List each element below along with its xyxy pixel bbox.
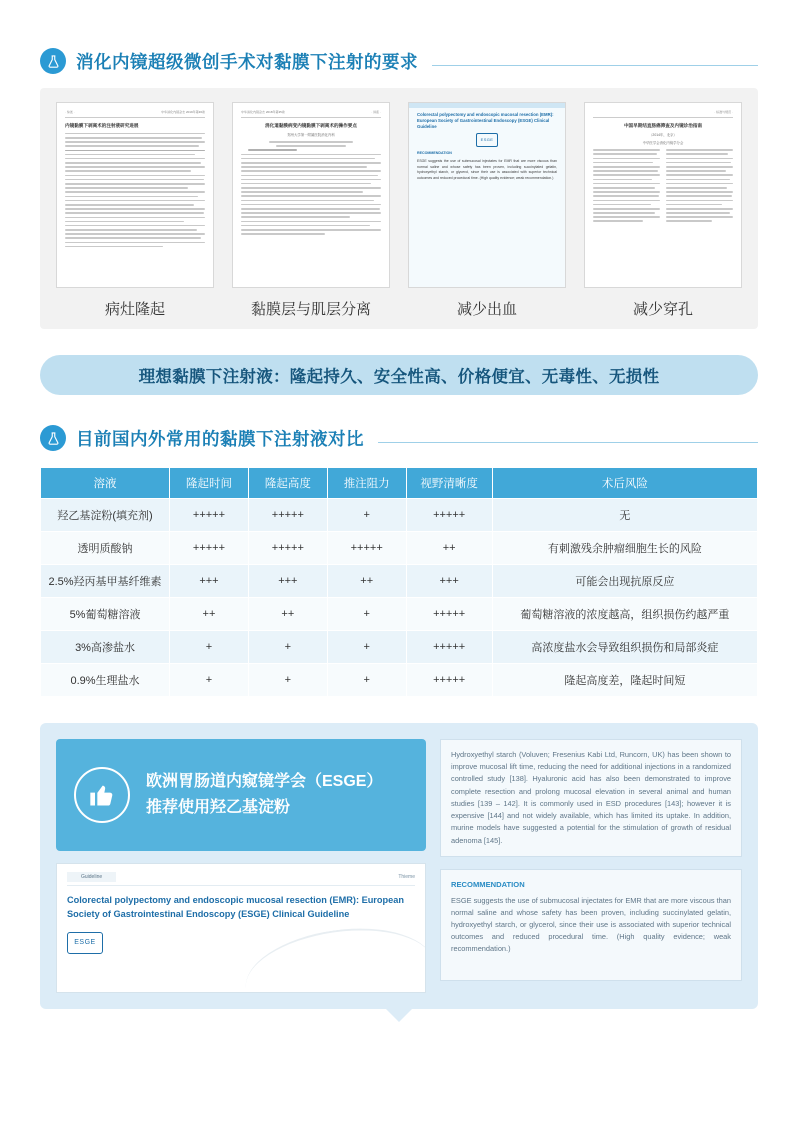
table-header-cell: 隆起高度 [248,468,327,499]
thumb-header [241,110,381,118]
document-card-strip [40,88,758,329]
paper-topline [67,872,415,886]
table-row [41,664,758,697]
table-cell: ++ [406,532,492,565]
thumb-subtitle: （2014年，北京） [649,132,677,137]
table-cell: 葡萄糖溶液的浓度越高，组织损伤约越严重 [492,598,757,631]
table-cell: + [248,664,327,697]
table-row [41,532,758,565]
table-header-row [41,468,758,499]
thumb-header-right: · 讲座 · [371,110,381,114]
section-header-requirements [40,48,758,74]
document-thumbnail [56,102,214,288]
table-cell: +++++ [248,532,327,565]
section-title: 目前国内外常用的黏膜下注射液对比 [76,428,364,449]
thumb-col-left [593,149,660,224]
thumb-title: 内镜黏膜下剥离术的注射液研究进展 [65,122,139,128]
table-row [41,499,758,532]
table-cell: ++ [170,598,249,631]
recommendation-text: ESGE suggests the use of submucosal injectates for EMR that are more viscous than normal saline and whose safety has been proven, including succinylated gelatin, hydroxyethyl starch, or glycerol, since their use is associated with superior technical outcomes and reduced procedural time. (High quality evidence; weak recommendation.) [417,158,557,180]
document-card [232,102,390,319]
document-thumbnail [584,102,742,288]
thumb-subtitle: 郑州大学第一附属医院消化内科 [287,132,335,137]
esge-banner-line1: 欧洲胃肠道内窥镜学会（ESGE） [146,773,383,791]
thumb-title: Colorectal polypectomy and endoscopic mucosal resection (EMR): European Society of Gastrointestinal Endoscopy (ESGE) Clinical Guideline [417,112,554,129]
section-header-comparison [40,425,758,451]
card-caption: 黏膜层与肌层分离 [250,301,371,318]
table-row [41,565,758,598]
card-caption: 病灶隆起 [104,301,165,318]
paper-publisher: Thieme [398,874,415,880]
thumb-body-columns [593,149,733,224]
document-thumbnail [408,102,566,288]
table-cell: + [327,499,406,532]
thumb-topbar [409,103,565,108]
esge-logo: ESGE [67,932,103,954]
table-row [41,631,758,664]
ideal-injection-banner [40,355,758,395]
thumb-title: 中国早期结直肠癌筛查及内镜诊治指南 [623,122,703,128]
table-row [41,598,758,631]
esge-logo: ESGE [476,133,498,147]
table-cell: 羟乙基淀粉(填充剂) [41,499,170,532]
esge-quote-recommendation [440,869,742,981]
table-cell: 高浓度盐水会导致组织损伤和局部炎症 [492,631,757,664]
header-rule [432,65,758,66]
document-card [408,102,566,319]
table-cell: 无 [492,499,757,532]
esge-paper-preview [56,863,426,993]
table-cell: 5%葡萄糖溶液 [41,598,170,631]
esge-banner-text [146,769,382,820]
document-thumbnail [232,102,390,288]
table-cell: ++ [248,598,327,631]
table-header-cell: 视野清晰度 [406,468,492,499]
esge-left-column [56,739,426,993]
document-card [584,102,742,319]
thumb-header-right: · 标准与规范 · [714,110,733,114]
table-cell: 2.5%羟丙基甲基纤维素 [41,565,170,598]
header-rule [378,442,758,443]
esge-right-column [440,739,742,993]
card-caption: 减少穿孔 [632,301,693,318]
decorative-swoosh [240,917,426,993]
table-header-cell: 溶液 [41,468,170,499]
esge-banner-line2: 推荐使用羟乙基淀粉 [146,799,291,816]
table-cell: + [327,631,406,664]
esge-recommendation-block [40,723,758,1009]
table-cell: 0.9%生理盐水 [41,664,170,697]
table-cell: +++++ [170,499,249,532]
table-header-cell: 隆起时间 [170,468,249,499]
recommendation-label: RECOMMENDATION [417,151,452,156]
table-cell: 隆起高度差，隆起时间短 [492,664,757,697]
thumbs-up-icon [74,767,130,823]
thumb-body-lines [65,133,205,248]
table-cell: 有刺激残余肿瘤细胞生长的风险 [492,532,757,565]
thumb-header-left: · 综述 · [65,110,75,114]
section-title: 消化内镜超级微创手术对黏膜下注射的要求 [76,51,418,72]
document-card [56,102,214,319]
table-cell: + [170,664,249,697]
table-cell: 可能会出现抗原反应 [492,565,757,598]
thumb-header-right: 中华消化内镜杂志 2019年第36卷 [161,110,205,114]
thumb-header-left: 中华消化内镜杂志 2018年第35卷 [241,110,285,114]
thumb-col-right [666,149,733,224]
table-cell: +++++ [406,598,492,631]
table-cell: ++ [327,565,406,598]
table-cell: 透明质酸钠 [41,532,170,565]
table-cell: +++++ [327,532,406,565]
thumb-header [65,110,205,118]
table-cell: +++++ [248,499,327,532]
table-cell: + [170,631,249,664]
table-cell: +++ [406,565,492,598]
recommendation-label: RECOMMENDATION [451,880,525,889]
thumb-title: 消化道黏膜病变内镜黏膜下剥离术的操作要点 [265,122,357,128]
block-pointer [386,1009,412,1022]
table-cell: +++++ [406,664,492,697]
paper-title: Colorectal polypectomy and endoscopic mucosal resection (EMR): European Society of Gastrointestinal Endoscopy (ESGE) Clinical Guideline [67,895,404,919]
paper-tab-label: Guideline [67,872,116,882]
table-cell: +++++ [406,499,492,532]
table-header-cell: 推注阻力 [327,468,406,499]
esge-quote-evidence: Hydroxyethyl starch (Voluven; Fresenius Kabi Ltd, Runcorn, UK) has been shown to improve mucosal lift time, reducing the need for additional injections in a randomized controlled study [138]. Hyaluronic acid has also been demonstrated to improve complete resection and prolong mucosal elevation in several animal and human studies [139 – 142]. It is commonly used in ESD procedures [143]; however it is expensive [144] and not widely available, which has limited its uptake. In addition, murine models have suggested a potential for the stimulation of growth of residual adenoma [145]. [440,739,742,857]
card-caption: 减少出血 [456,301,517,318]
flask-icon [40,48,66,74]
thumb-header [593,110,733,118]
page-root [0,48,798,1143]
recommendation-text: ESGE suggests the use of submucosal injectates for EMR that are more viscous than normal saline and whose safety has been proven, including succinylated gelatin, hydroxyethyl starch, or glycerol, since their use is associated with superior technical outcomes and reduced procedural time. (High quality evidence; weak recommendation.) [451,895,731,954]
table-cell: + [248,631,327,664]
flask-icon [40,425,66,451]
table-cell: +++++ [406,631,492,664]
table-cell: 3%高渗盐水 [41,631,170,664]
esge-banner [56,739,426,851]
banner-text: 理想黏膜下注射液：隆起持久、安全性高、价格便宜、无毒性、无损性 [138,368,660,386]
comparison-table-wrapper [40,467,758,697]
table-cell: +++ [248,565,327,598]
table-cell: + [327,664,406,697]
thumb-org: 中华医学会消化内镜学分会 [642,141,684,146]
thumb-body-lines [241,141,381,235]
table-cell: +++ [170,565,249,598]
table-cell: + [327,598,406,631]
table-header-cell: 术后风险 [492,468,757,499]
comparison-table [40,467,758,697]
table-cell: +++++ [170,532,249,565]
